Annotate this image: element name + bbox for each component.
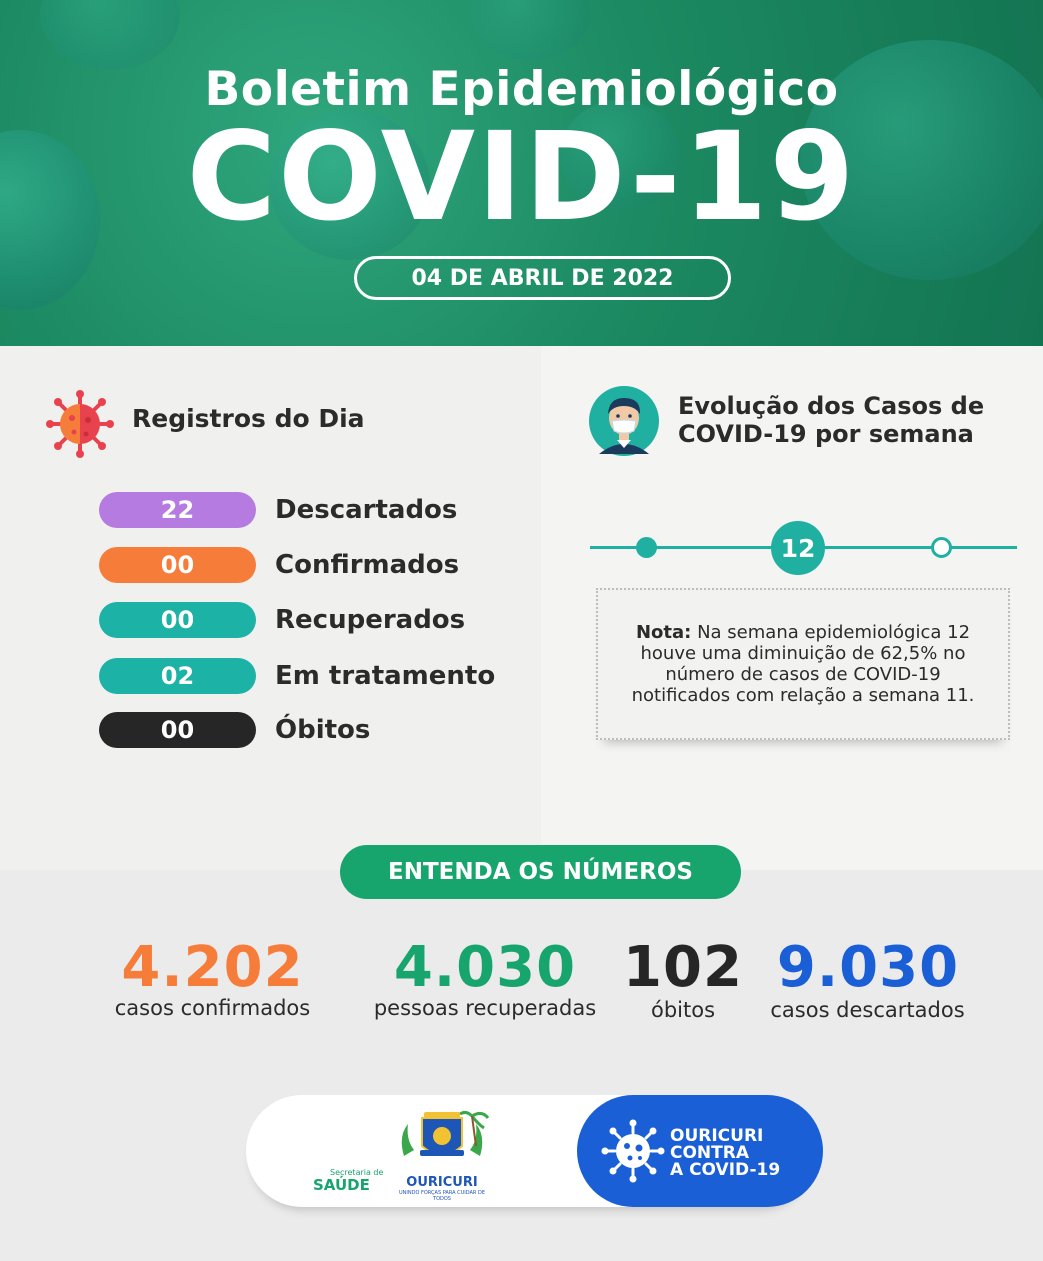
note-text: [623, 622, 983, 706]
timeline-previous-week-dot: [636, 537, 657, 558]
weekly-evolution-title-line1: Evolução dos Casos de: [678, 392, 985, 420]
ouricuri-crest-logo: [394, 1106, 490, 1174]
note-box: [596, 588, 1010, 740]
coronavirus-icon: [601, 1119, 665, 1183]
virus-decoration: [470, 0, 590, 60]
virus-icon: [46, 390, 114, 458]
stat-label: Recuperados: [275, 605, 466, 635]
total-recovered-caption: pessoas recuperadas: [373, 996, 597, 1020]
timeline-next-week-dot: [931, 537, 952, 558]
stat-value: 02: [99, 658, 256, 694]
current-week-marker: 12: [771, 521, 825, 575]
total-confirmed-caption: casos confirmados: [114, 996, 311, 1020]
stat-value: 22: [99, 492, 256, 528]
total-discarded-value: 9.030: [776, 935, 960, 1000]
stat-row-obitos: [99, 712, 370, 748]
stat-label: Confirmados: [275, 550, 460, 580]
campaign-line3: A COVID-19: [670, 1160, 781, 1180]
stat-label: Óbitos: [275, 715, 371, 745]
stat-value: 00: [99, 712, 256, 748]
note-label: Nota:: [635, 622, 692, 643]
campaign-line2: CONTRA: [670, 1143, 749, 1163]
stat-label: Descartados: [275, 495, 458, 525]
saude-logo: SAÚDE: [313, 1176, 370, 1194]
total-discarded-caption: casos descartados: [770, 998, 965, 1022]
bulletin-title: Boletim Epidemiológico: [204, 62, 839, 117]
total-recovered-value: 4.030: [393, 935, 577, 1000]
campaign-line1: OURICURI: [670, 1126, 764, 1146]
date-badge: 04 DE ABRIL DE 2022: [354, 256, 731, 300]
total-deaths-caption: óbitos: [650, 998, 716, 1022]
weekly-evolution-title: [678, 392, 1018, 448]
stat-row-descartados: [99, 492, 457, 528]
total-confirmed-value: 4.202: [121, 935, 304, 1000]
ouricuri-motto: UNINDO FORÇAS PARA CUIDAR DE TODOS: [399, 1190, 485, 1202]
masked-person-icon: [587, 384, 661, 458]
understand-numbers-banner: ENTENDA OS NÚMEROS: [340, 845, 741, 899]
stat-row-em-tratamento: [99, 658, 495, 694]
virus-decoration: [40, 0, 180, 70]
covid-title: COVID-19: [186, 106, 857, 248]
total-deaths-value: 102: [623, 935, 743, 1000]
stat-value: 00: [99, 547, 256, 583]
stat-row-recuperados: [99, 602, 465, 638]
note-body: Na semana epidemiológica 12 houve uma diminuição de 62,5% no número de casos de COVID-19 notificados com relação a semana 11.: [631, 622, 975, 706]
daily-records-title: Registros do Dia: [132, 404, 365, 433]
weekly-evolution-title-line2: COVID-19 por semana: [678, 420, 974, 448]
campaign-text: [670, 1128, 780, 1179]
ouricuri-wordmark: OURICURI: [406, 1175, 478, 1190]
stat-row-confirmados: [99, 547, 459, 583]
stat-value: 00: [99, 602, 256, 638]
stat-label: Em tratamento: [275, 661, 496, 691]
secretaria-label: Secretaria de: [330, 1168, 384, 1177]
